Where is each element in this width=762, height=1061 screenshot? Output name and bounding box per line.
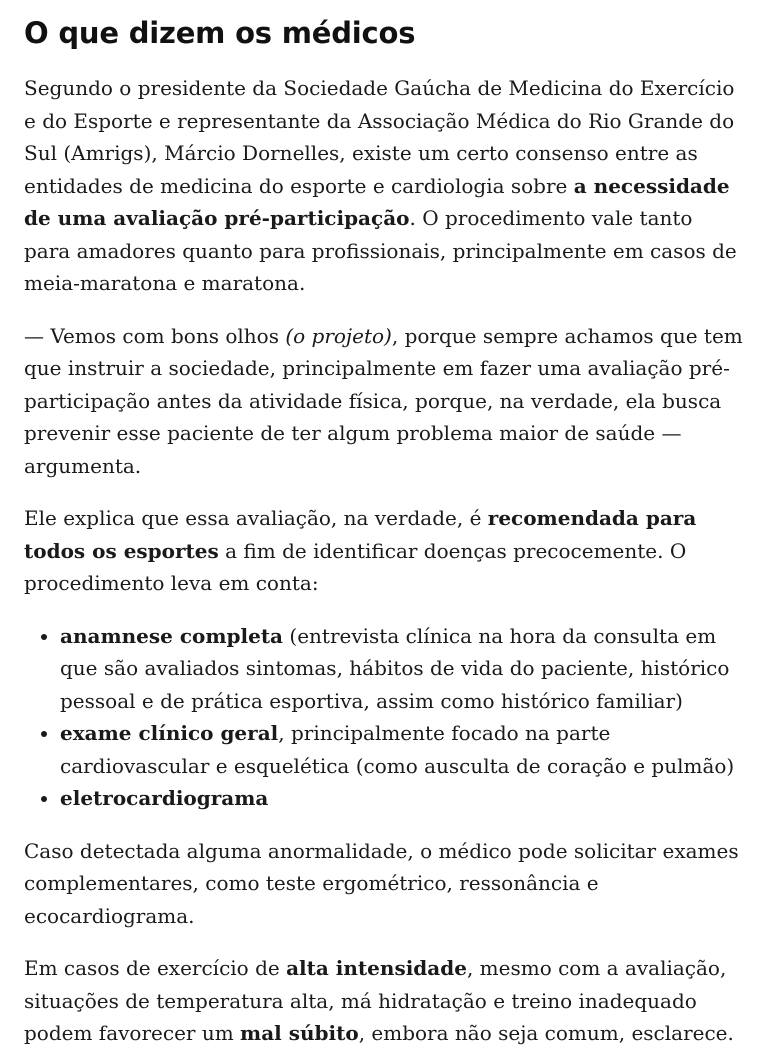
paragraph-text: Caso detectada alguma anormalidade, o médico pode solicitar exames complementares, como teste ergométrico, ressonância e ecocardiograma. — [24, 838, 739, 928]
paragraph-exams — [24, 835, 744, 933]
article — [24, 14, 744, 1050]
paragraph-text: Ele explica que essa avaliação, na verdade, é — [24, 506, 488, 530]
paragraph-text: . O procedimento vale tanto para amadores quanto para profissionais, principalmente em casos de meia-maratona e maratona. — [24, 206, 737, 295]
list-item-text: (entrevista clínica na hora da consulta em que são avaliados sintomas, hábitos de vida do paciente, histórico pessoal e de prática esportiva, assim como histórico familiar) — [60, 623, 730, 713]
italic-aside: (o projeto) — [285, 323, 392, 348]
list-item-title: exame clínico geral — [60, 721, 279, 745]
bold-emphasis: a necessidade de uma avaliação pré-participação — [24, 173, 730, 230]
paragraph-text: , porque sempre achamos que tem que instruir a sociedade, principalmente em fazer uma avaliação pré-participação antes da atividade física, porque, na verdade, ela busca prevenir esse paciente de ter algum problema maior de saúde — argumenta. — [24, 323, 743, 478]
list-item-title: eletrocardiograma — [60, 786, 269, 810]
list-item — [60, 717, 744, 782]
paragraph-text: a fim de identificar doenças precocemente. O procedimento leva em conta: — [24, 538, 687, 595]
list-item — [60, 782, 744, 815]
list-item-title: anamnese completa — [60, 623, 284, 648]
paragraph-consensus — [24, 72, 744, 300]
bold-emphasis: recomendada para todos os esportes — [24, 506, 697, 563]
bold-emphasis: mal súbito — [240, 1021, 359, 1045]
paragraph-text: , mesmo com a avaliação, situações de temperatura alta, má hidratação e treino inadequado podem favorecer um — [24, 956, 727, 1045]
list-item-text: , principalmente focado na parte cardiovascular e esquelética (como ausculta de coração e pulmão) — [60, 721, 735, 778]
list-item — [60, 620, 744, 718]
paragraph-recommendation — [24, 502, 744, 600]
paragraph-text: — Vemos com bons olhos — [24, 323, 286, 348]
paragraph-text: , embora não seja comum, esclarece. — [358, 1021, 734, 1045]
paragraph-quote — [24, 320, 744, 483]
paragraph-text: Em casos de exercício de — [24, 956, 287, 980]
bold-emphasis: alta intensidade — [286, 956, 467, 980]
paragraph-intensity — [24, 952, 744, 1050]
procedure-list — [24, 620, 744, 815]
section-heading: O que dizem os médicos — [24, 16, 416, 50]
paragraph-text: Segundo o presidente da Sociedade Gaúcha de Medicina do Exercício e do Esporte e representante da Associação Médica do Rio Grande do Sul (Amrigs), Márcio Dornelles, existe um certo consenso entre as entidades de medicina do esporte e cardiologia sobre — [24, 76, 735, 198]
